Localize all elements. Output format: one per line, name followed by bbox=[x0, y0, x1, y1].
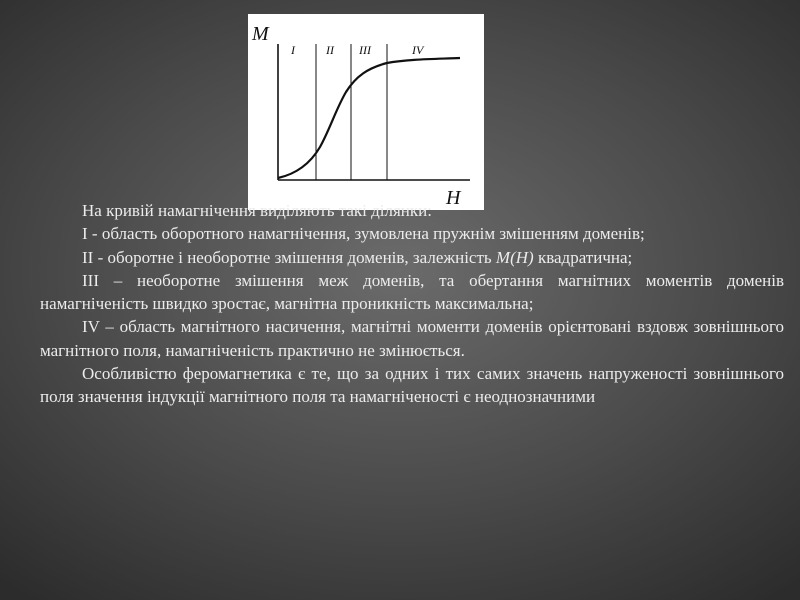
region-label-ii: II bbox=[326, 43, 334, 57]
intro-paragraph: На кривій намагнічення виділяють такі ділянки: bbox=[82, 201, 432, 220]
region-4-paragraph: IV – область магнітного насичення, магнітні моменти доменів орієнтовані вздовж зовнішнього магнітного поля, намагніченість практично не змінюється. bbox=[40, 317, 784, 360]
m-axis-label: M bbox=[252, 23, 269, 45]
region-label-i: I bbox=[291, 43, 295, 57]
conclusion-paragraph: Особливістю феромагнетика є те, що за одних і тих самих значень напруженості зовнішнього поля значення індукції магнітного поля та намагніченості є неоднозначними bbox=[40, 364, 784, 407]
magnetization-curve-figure bbox=[248, 14, 484, 210]
magnetization-curve-graph bbox=[248, 14, 484, 210]
region-1-paragraph: I - область оборотного намагнічення, зумовлена пружнім змішенням доменів; bbox=[82, 224, 645, 244]
h-axis-label: H bbox=[446, 187, 461, 209]
region-2-paragraph bbox=[40, 246, 784, 269]
region-label-iii: III bbox=[359, 43, 371, 57]
region-label-iv: IV bbox=[412, 43, 424, 57]
region-3-paragraph: III – необоротне змішення меж доменів, та обертання магнітних моментів доменів намагніченість швидко зростає, магнітна проникність максимальна; bbox=[40, 270, 784, 314]
m-of-h-term: M(H) bbox=[495, 247, 534, 267]
magnetization-curve bbox=[278, 58, 460, 178]
slide-text bbox=[40, 199, 784, 409]
region-2-text-start: II - оборотне і необоротне змішення доменів, залежність bbox=[82, 247, 496, 267]
region-2-text-end: квадратична; bbox=[533, 247, 633, 267]
